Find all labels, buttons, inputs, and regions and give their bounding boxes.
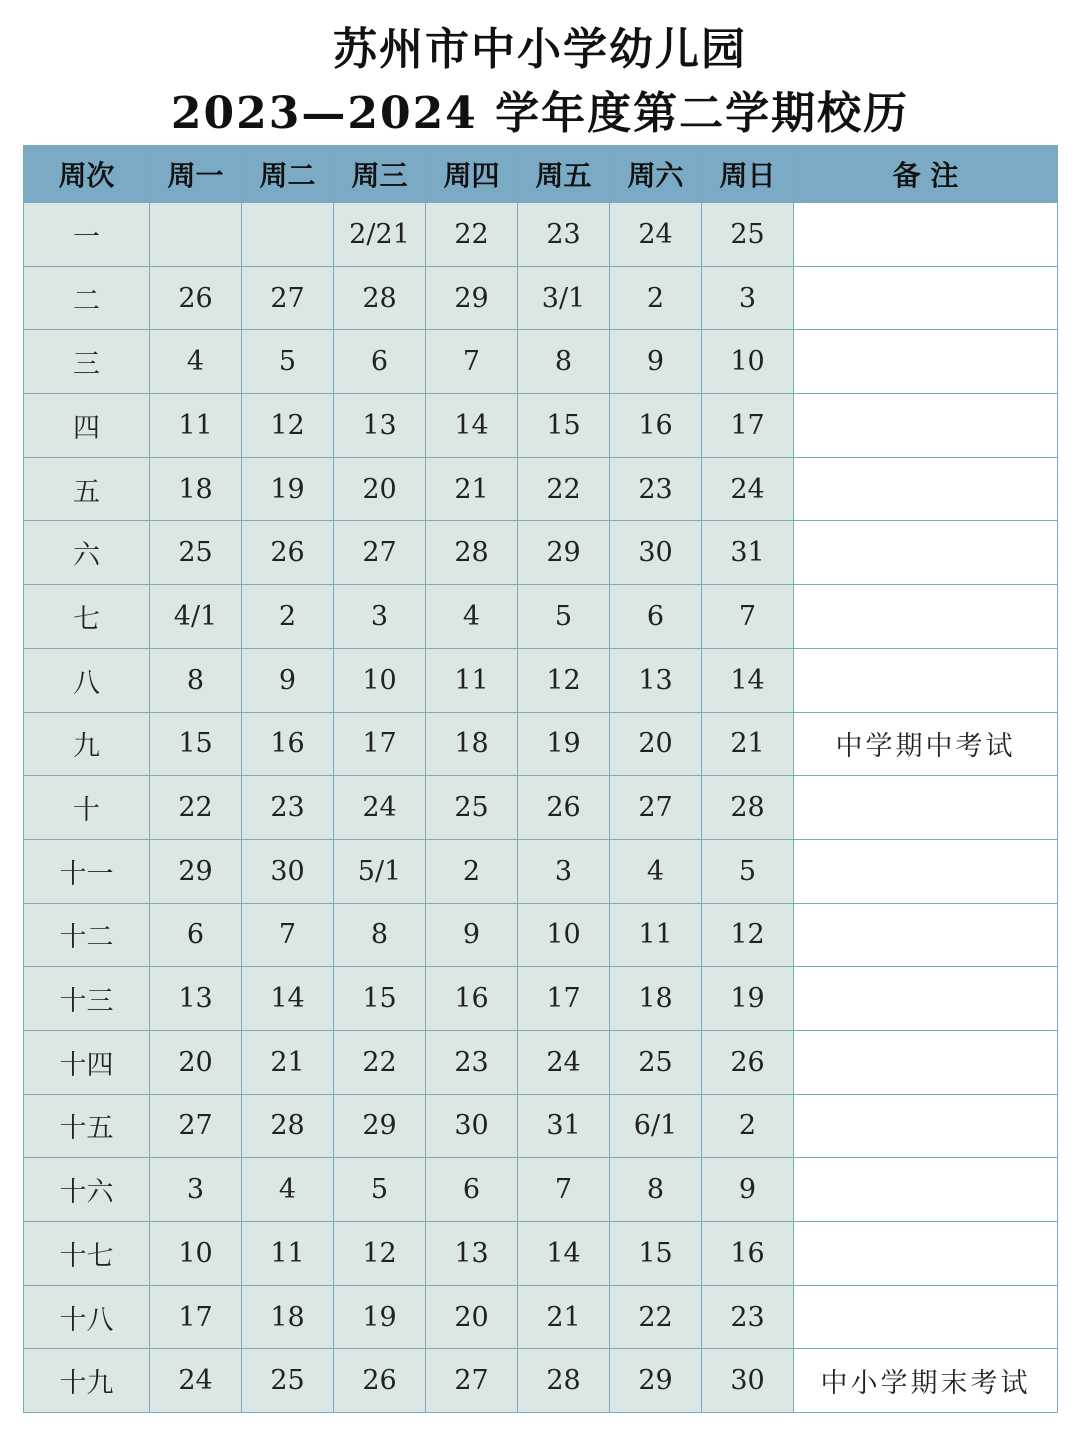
header-notes: 备 注 — [794, 146, 1058, 203]
date-cell-friday: 29 — [518, 521, 610, 585]
note-cell — [794, 394, 1058, 458]
date-cell-thursday: 30 — [426, 1094, 518, 1158]
note-cell — [794, 1094, 1058, 1158]
date-cell-saturday: 4 — [610, 839, 702, 903]
table-row — [24, 839, 1058, 903]
date-cell-friday: 14 — [518, 1222, 610, 1286]
week-number-cell: 十一 — [24, 839, 150, 903]
note-cell — [794, 330, 1058, 394]
date-cell-thursday: 4 — [426, 585, 518, 649]
date-cell-monday: 13 — [150, 967, 242, 1031]
date-cell-saturday: 6 — [610, 585, 702, 649]
school-calendar-table — [23, 145, 1058, 1413]
table-row — [24, 266, 1058, 330]
date-cell-thursday: 23 — [426, 1030, 518, 1094]
date-cell-wednesday: 29 — [334, 1094, 426, 1158]
date-cell-tuesday: 16 — [242, 712, 334, 776]
date-cell-thursday: 2 — [426, 839, 518, 903]
date-cell-tuesday: 28 — [242, 1094, 334, 1158]
table-row — [24, 648, 1058, 712]
date-cell-tuesday: 11 — [242, 1222, 334, 1286]
week-number-cell: 十六 — [24, 1158, 150, 1222]
header-tuesday: 周二 — [242, 146, 334, 203]
week-number-cell: 十 — [24, 776, 150, 840]
date-cell-monday: 20 — [150, 1030, 242, 1094]
date-cell-sunday: 3 — [702, 266, 794, 330]
note-cell — [794, 203, 1058, 267]
week-number-cell: 四 — [24, 394, 150, 458]
date-cell-tuesday: 26 — [242, 521, 334, 585]
date-cell-tuesday: 18 — [242, 1285, 334, 1349]
table-row — [24, 1285, 1058, 1349]
table-row — [24, 203, 1058, 267]
note-cell — [794, 1285, 1058, 1349]
date-cell-friday: 23 — [518, 203, 610, 267]
table-row — [24, 1222, 1058, 1286]
date-cell-wednesday: 28 — [334, 266, 426, 330]
week-number-cell: 十九 — [24, 1349, 150, 1413]
date-cell-monday: 15 — [150, 712, 242, 776]
date-cell-sunday: 7 — [702, 585, 794, 649]
date-cell-wednesday: 3 — [334, 585, 426, 649]
week-number-cell: 二 — [24, 266, 150, 330]
week-number-cell: 三 — [24, 330, 150, 394]
week-number-cell: 一 — [24, 203, 150, 267]
week-number-cell: 六 — [24, 521, 150, 585]
week-number-cell: 五 — [24, 457, 150, 521]
title-line-1: 苏州市中小学幼儿园 — [333, 24, 747, 75]
date-cell-thursday: 18 — [426, 712, 518, 776]
date-cell-thursday: 14 — [426, 394, 518, 458]
date-cell-wednesday: 24 — [334, 776, 426, 840]
date-cell-wednesday: 13 — [334, 394, 426, 458]
date-cell-sunday: 30 — [702, 1349, 794, 1413]
date-cell-saturday: 8 — [610, 1158, 702, 1222]
table-body — [24, 203, 1058, 1413]
date-cell-friday: 12 — [518, 648, 610, 712]
date-cell-tuesday: 27 — [242, 266, 334, 330]
date-cell-wednesday: 17 — [334, 712, 426, 776]
date-cell-saturday: 16 — [610, 394, 702, 458]
table-row — [24, 457, 1058, 521]
date-cell-sunday: 12 — [702, 903, 794, 967]
date-cell-monday: 4 — [150, 330, 242, 394]
note-cell — [794, 1222, 1058, 1286]
date-cell-sunday: 5 — [702, 839, 794, 903]
date-cell-saturday: 27 — [610, 776, 702, 840]
date-cell-saturday: 2 — [610, 266, 702, 330]
date-cell-monday: 24 — [150, 1349, 242, 1413]
date-cell-saturday: 25 — [610, 1030, 702, 1094]
date-cell-friday: 19 — [518, 712, 610, 776]
date-cell-thursday: 22 — [426, 203, 518, 267]
date-cell-friday: 31 — [518, 1094, 610, 1158]
date-cell-friday: 8 — [518, 330, 610, 394]
date-cell-monday: 6 — [150, 903, 242, 967]
table-row — [24, 903, 1058, 967]
date-cell-tuesday: 25 — [242, 1349, 334, 1413]
week-number-cell: 十八 — [24, 1285, 150, 1349]
date-cell-saturday: 30 — [610, 521, 702, 585]
date-cell-tuesday: 21 — [242, 1030, 334, 1094]
date-cell-monday: 3 — [150, 1158, 242, 1222]
table-row — [24, 1094, 1058, 1158]
date-cell-sunday: 10 — [702, 330, 794, 394]
date-cell-thursday: 21 — [426, 457, 518, 521]
date-cell-sunday: 24 — [702, 457, 794, 521]
date-cell-thursday: 9 — [426, 903, 518, 967]
week-number-cell: 十五 — [24, 1094, 150, 1158]
date-cell-tuesday: 30 — [242, 839, 334, 903]
header-thursday: 周四 — [426, 146, 518, 203]
date-cell-friday: 3 — [518, 839, 610, 903]
date-cell-monday: 4/1 — [150, 585, 242, 649]
date-cell-tuesday: 12 — [242, 394, 334, 458]
date-cell-thursday: 6 — [426, 1158, 518, 1222]
header-wednesday: 周三 — [334, 146, 426, 203]
date-cell-monday: 29 — [150, 839, 242, 903]
date-cell-saturday: 23 — [610, 457, 702, 521]
week-number-cell: 八 — [24, 648, 150, 712]
date-cell-sunday: 9 — [702, 1158, 794, 1222]
date-cell-friday: 24 — [518, 1030, 610, 1094]
table-row — [24, 521, 1058, 585]
table-row — [24, 394, 1058, 458]
date-cell-monday: 11 — [150, 394, 242, 458]
note-cell — [794, 903, 1058, 967]
date-cell-saturday: 11 — [610, 903, 702, 967]
date-cell-monday: 27 — [150, 1094, 242, 1158]
week-number-cell: 十七 — [24, 1222, 150, 1286]
date-cell-thursday: 25 — [426, 776, 518, 840]
table-row — [24, 585, 1058, 649]
date-cell-monday: 25 — [150, 521, 242, 585]
date-cell-friday: 17 — [518, 967, 610, 1031]
table-row — [24, 1349, 1058, 1413]
note-cell — [794, 648, 1058, 712]
date-cell-wednesday: 8 — [334, 903, 426, 967]
date-cell-sunday: 25 — [702, 203, 794, 267]
date-cell-saturday: 15 — [610, 1222, 702, 1286]
date-cell-sunday: 23 — [702, 1285, 794, 1349]
header-friday: 周五 — [518, 146, 610, 203]
date-cell-tuesday: 14 — [242, 967, 334, 1031]
date-cell-wednesday: 22 — [334, 1030, 426, 1094]
date-cell-friday: 5 — [518, 585, 610, 649]
date-cell-monday: 18 — [150, 457, 242, 521]
header-week: 周次 — [24, 146, 150, 203]
header-row — [24, 146, 1058, 203]
date-cell-thursday: 16 — [426, 967, 518, 1031]
date-cell-tuesday — [242, 203, 334, 267]
date-cell-monday: 8 — [150, 648, 242, 712]
date-cell-sunday: 2 — [702, 1094, 794, 1158]
date-cell-sunday: 28 — [702, 776, 794, 840]
date-cell-sunday: 14 — [702, 648, 794, 712]
table-row — [24, 1030, 1058, 1094]
date-cell-friday: 3/1 — [518, 266, 610, 330]
week-number-cell: 九 — [24, 712, 150, 776]
date-cell-thursday: 13 — [426, 1222, 518, 1286]
date-cell-tuesday: 4 — [242, 1158, 334, 1222]
date-cell-wednesday: 27 — [334, 521, 426, 585]
note-cell — [794, 1030, 1058, 1094]
note-cell — [794, 457, 1058, 521]
date-cell-saturday: 13 — [610, 648, 702, 712]
date-cell-thursday: 28 — [426, 521, 518, 585]
date-cell-friday: 7 — [518, 1158, 610, 1222]
date-cell-monday — [150, 203, 242, 267]
date-cell-saturday: 6/1 — [610, 1094, 702, 1158]
date-cell-saturday: 22 — [610, 1285, 702, 1349]
date-cell-monday: 26 — [150, 266, 242, 330]
date-cell-friday: 10 — [518, 903, 610, 967]
note-cell — [794, 266, 1058, 330]
date-cell-friday: 21 — [518, 1285, 610, 1349]
date-cell-wednesday: 12 — [334, 1222, 426, 1286]
date-cell-monday: 22 — [150, 776, 242, 840]
date-cell-tuesday: 9 — [242, 648, 334, 712]
note-cell: 中小学期末考试 — [794, 1349, 1058, 1413]
note-cell — [794, 967, 1058, 1031]
date-cell-sunday: 21 — [702, 712, 794, 776]
table-row — [24, 712, 1058, 776]
date-cell-wednesday: 15 — [334, 967, 426, 1031]
date-cell-monday: 17 — [150, 1285, 242, 1349]
date-cell-saturday: 24 — [610, 203, 702, 267]
date-cell-wednesday: 19 — [334, 1285, 426, 1349]
week-number-cell: 十四 — [24, 1030, 150, 1094]
week-number-cell: 十三 — [24, 967, 150, 1031]
note-cell — [794, 839, 1058, 903]
table-row — [24, 1158, 1058, 1222]
date-cell-sunday: 31 — [702, 521, 794, 585]
date-cell-saturday: 9 — [610, 330, 702, 394]
date-cell-tuesday: 23 — [242, 776, 334, 840]
date-cell-wednesday: 20 — [334, 457, 426, 521]
date-cell-sunday: 19 — [702, 967, 794, 1031]
date-cell-wednesday: 26 — [334, 1349, 426, 1413]
date-cell-saturday: 18 — [610, 967, 702, 1031]
note-cell: 中学期中考试 — [794, 712, 1058, 776]
note-cell — [794, 585, 1058, 649]
table-row — [24, 967, 1058, 1031]
header-saturday: 周六 — [610, 146, 702, 203]
date-cell-friday: 28 — [518, 1349, 610, 1413]
date-cell-wednesday: 2/21 — [334, 203, 426, 267]
date-cell-sunday: 16 — [702, 1222, 794, 1286]
date-cell-thursday: 27 — [426, 1349, 518, 1413]
date-cell-thursday: 29 — [426, 266, 518, 330]
note-cell — [794, 776, 1058, 840]
date-cell-saturday: 20 — [610, 712, 702, 776]
week-number-cell: 十二 — [24, 903, 150, 967]
date-cell-sunday: 26 — [702, 1030, 794, 1094]
date-cell-thursday: 11 — [426, 648, 518, 712]
date-cell-friday: 15 — [518, 394, 610, 458]
table-row — [24, 776, 1058, 840]
date-cell-thursday: 20 — [426, 1285, 518, 1349]
date-cell-friday: 26 — [518, 776, 610, 840]
date-cell-tuesday: 7 — [242, 903, 334, 967]
week-number-cell: 七 — [24, 585, 150, 649]
date-cell-wednesday: 5 — [334, 1158, 426, 1222]
date-cell-saturday: 29 — [610, 1349, 702, 1413]
date-cell-friday: 22 — [518, 457, 610, 521]
date-cell-tuesday: 2 — [242, 585, 334, 649]
date-cell-sunday: 17 — [702, 394, 794, 458]
note-cell — [794, 521, 1058, 585]
date-cell-tuesday: 5 — [242, 330, 334, 394]
date-cell-tuesday: 19 — [242, 457, 334, 521]
table-row — [24, 330, 1058, 394]
date-cell-wednesday: 10 — [334, 648, 426, 712]
note-cell — [794, 1158, 1058, 1222]
title-line-2: 2023—2024 学年度第二学期校历 — [170, 88, 910, 139]
date-cell-wednesday: 5/1 — [334, 839, 426, 903]
header-sunday: 周日 — [702, 146, 794, 203]
date-cell-monday: 10 — [150, 1222, 242, 1286]
table-header — [24, 146, 1058, 203]
date-cell-wednesday: 6 — [334, 330, 426, 394]
header-monday: 周一 — [150, 146, 242, 203]
date-cell-thursday: 7 — [426, 330, 518, 394]
